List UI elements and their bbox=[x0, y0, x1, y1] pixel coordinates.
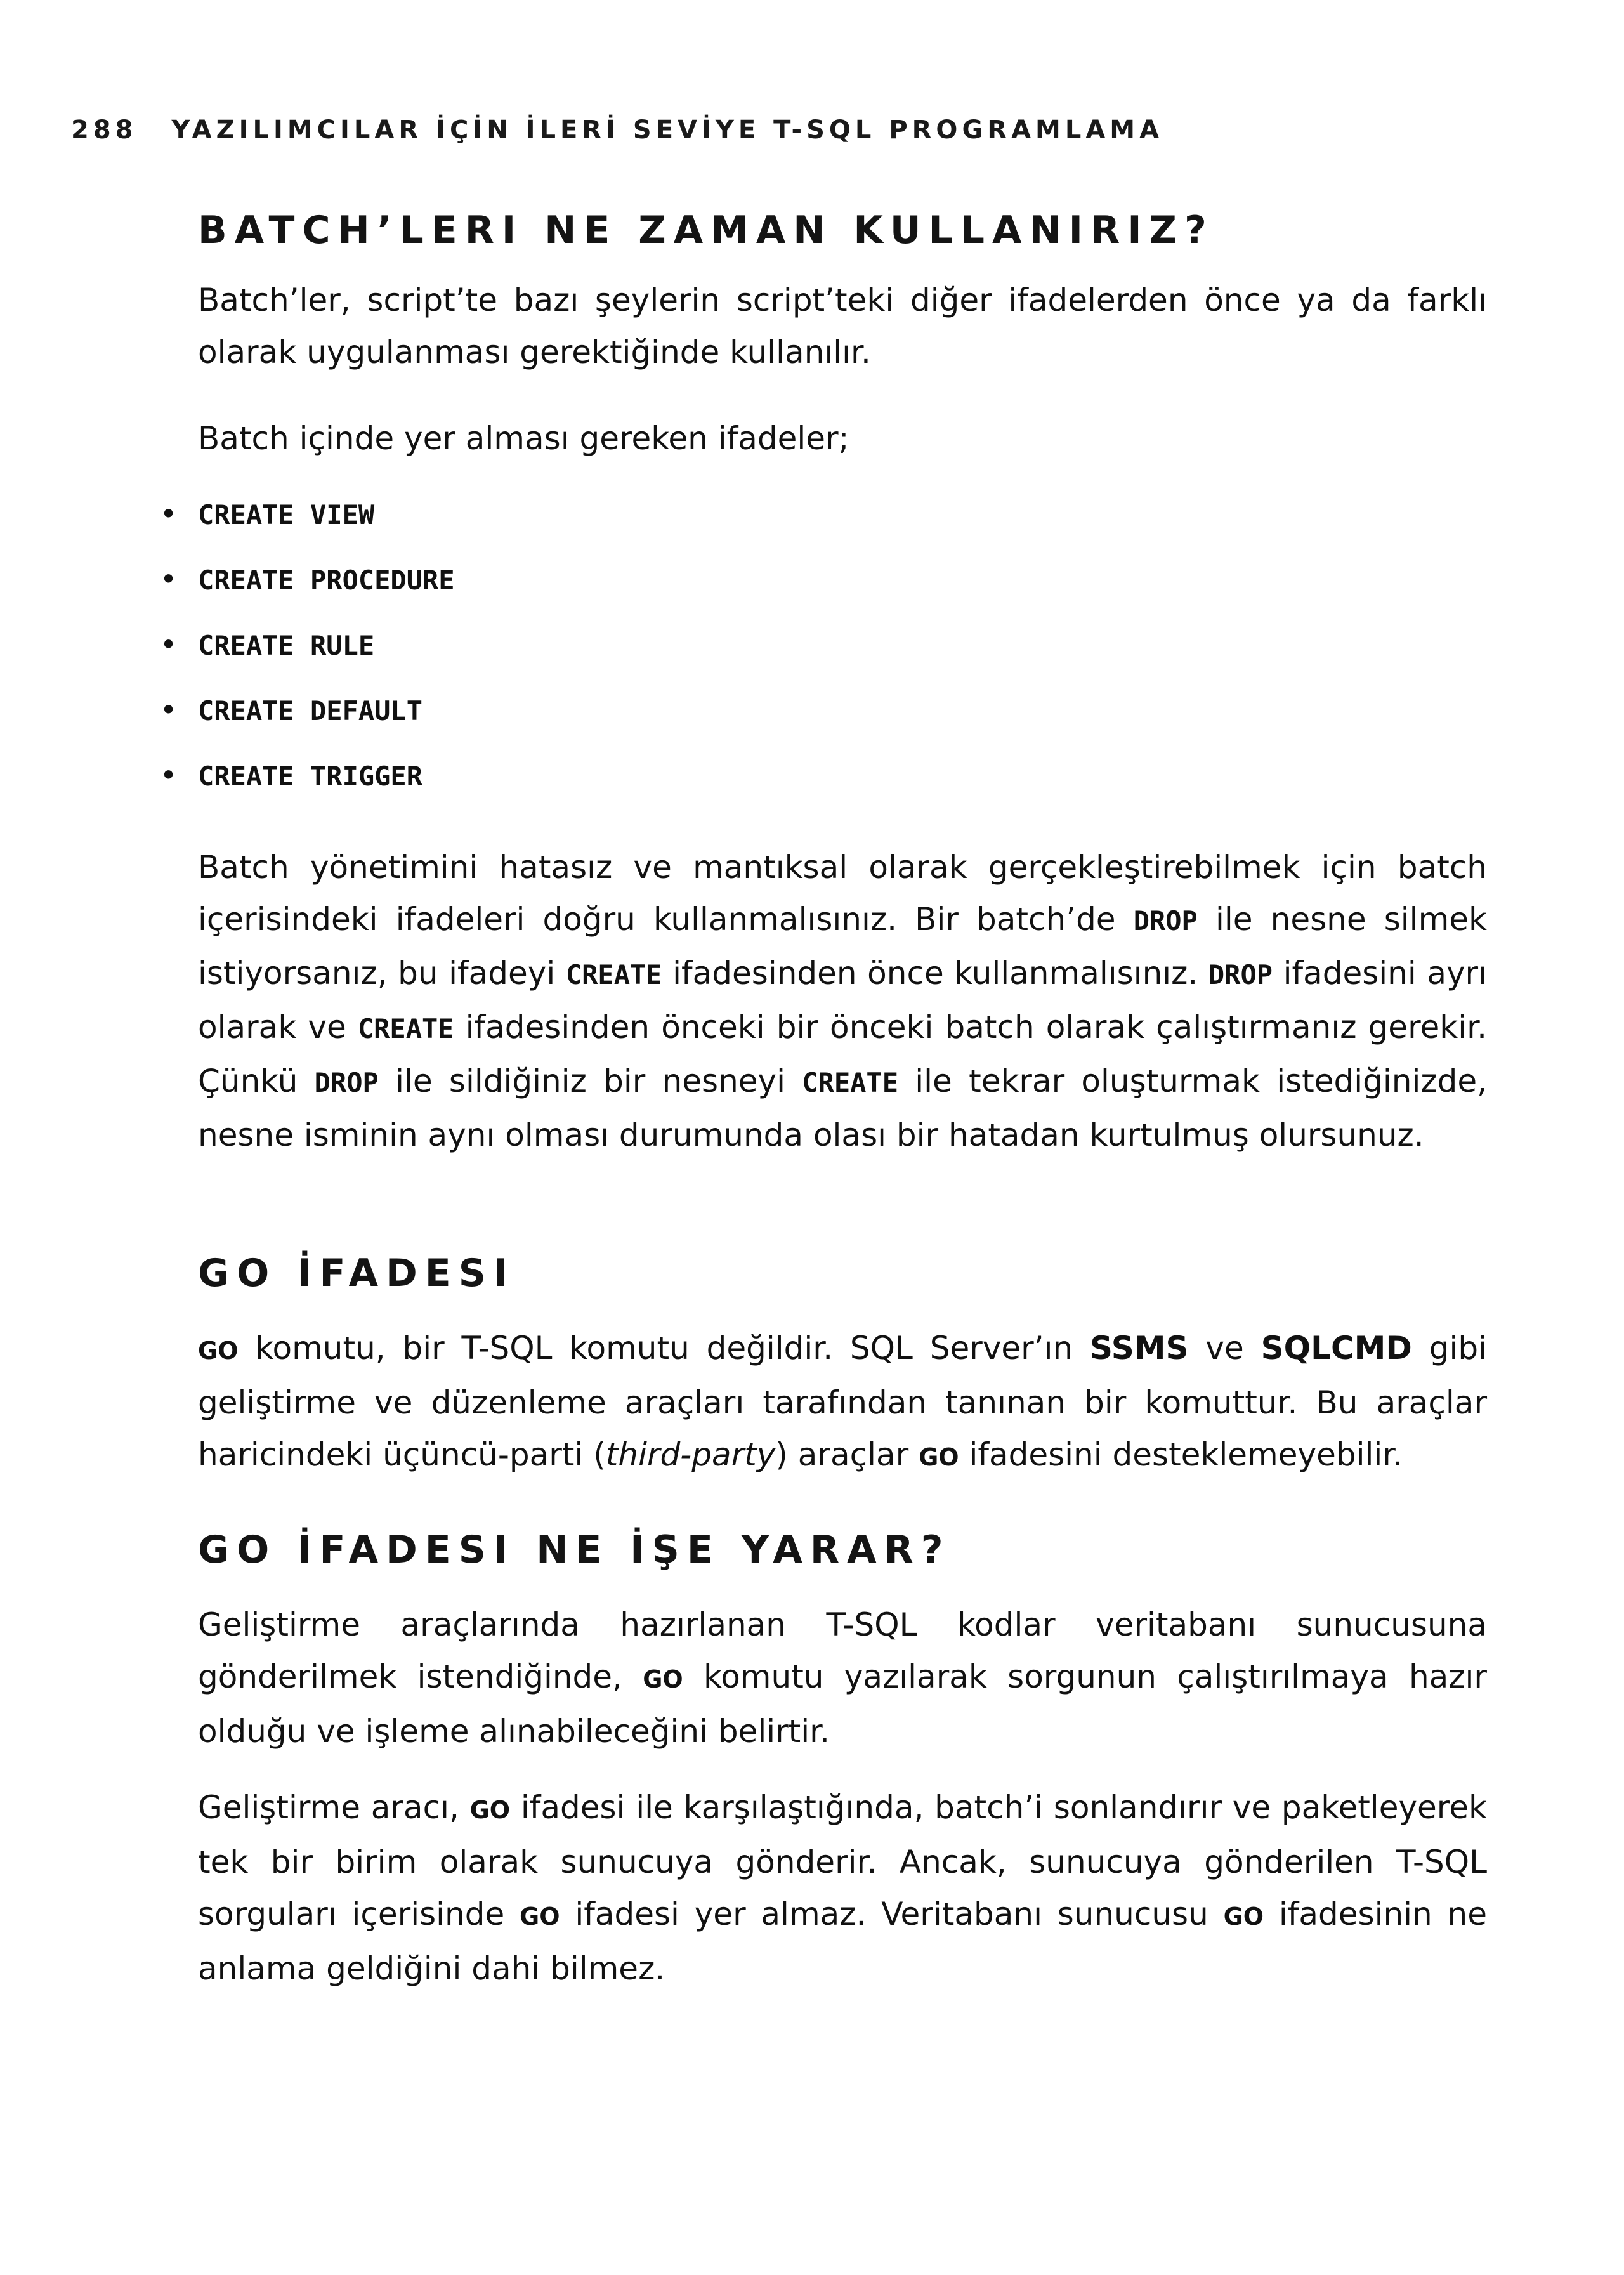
text-run: ile sildiğiniz bir nesneyi bbox=[378, 1063, 802, 1099]
text-run: komutu, bir T-SQL komutu değildir. SQL Server’ın bbox=[238, 1330, 1090, 1367]
text-run: ifadesi ile karşılaştığında, batch’i sonlandırır ve paketleyerek tek bir birim olarak sunucuya gönderir. Ancak, sunucuya gönderilen T-SQL sorguları içerisinde bbox=[198, 1789, 1487, 1932]
text-run: ifadesini desteklemeyebilir. bbox=[959, 1436, 1403, 1473]
inline-code: CREATE bbox=[357, 1013, 454, 1044]
text-run: ifadesinden önce kullanmalısınız. bbox=[662, 955, 1208, 992]
inline-code: CREATE bbox=[565, 959, 662, 990]
list-item bbox=[160, 560, 455, 626]
list-item bbox=[160, 626, 455, 691]
paragraph-go-purpose bbox=[198, 1599, 1487, 1757]
heading-go-purpose: GO İFADESI NE İŞE YARAR? bbox=[198, 1528, 951, 1572]
list-item-code: CREATE DEFAULT bbox=[198, 695, 423, 726]
list-item-code: CREATE PROCEDURE bbox=[198, 565, 455, 596]
text-run: Batch yönetimini hatasız ve mantıksal olarak gerçekleştirebilmek için batch içerisindeki ifadeleri doğru kullanmalısınız. Bir batch’de bbox=[198, 849, 1487, 938]
text-run: ile tekrar oluşturmak istediğinizde, nesne isminin aynı olması durumunda olası bir hatadan kurtulmuş olursunuz. bbox=[198, 1063, 1487, 1153]
text-run: ) araçlar bbox=[775, 1436, 919, 1473]
paragraph-go-definition bbox=[198, 1322, 1487, 1483]
inline-code: GO bbox=[919, 1443, 959, 1471]
heading-batch-when: BATCH’LERI NE ZAMAN KULLANIRIZ? bbox=[198, 208, 1214, 252]
book-title: YAZILIMCILAR İÇİN İLERİ SEVİYE T-SQL PROGRAMLAMA bbox=[171, 115, 1164, 145]
inline-code: GO bbox=[1223, 1903, 1264, 1931]
page-number: 288 bbox=[71, 115, 138, 145]
inline-code: DROP bbox=[1133, 905, 1198, 936]
text-run: ifadesinden önceki bir önceki batch olarak çalıştırmanız gerekir. Çünkü bbox=[198, 1009, 1487, 1099]
text-run: ve bbox=[1188, 1330, 1261, 1367]
heading-go-statement: GO İFADESI bbox=[198, 1251, 516, 1295]
statement-list bbox=[160, 495, 455, 822]
inline-code: DROP bbox=[314, 1067, 379, 1098]
paragraph-go-behavior bbox=[198, 1781, 1487, 1995]
italic-term: third-party bbox=[605, 1436, 776, 1473]
bullet: • bbox=[160, 627, 178, 662]
bullet: • bbox=[160, 693, 178, 727]
paragraph-batch-intro: Batch’ler, script’te bazı şeylerin script’teki diğer ifadelerden önce ya da farklı olarak uygulanması gerektiğinde kullanılır. bbox=[198, 282, 1487, 370]
list-item-code: CREATE RULE bbox=[198, 630, 375, 661]
inline-code: GO bbox=[469, 1796, 511, 1824]
bold-term: SSMS bbox=[1090, 1330, 1189, 1367]
bullet: • bbox=[160, 562, 178, 596]
list-item bbox=[160, 495, 455, 560]
bold-term: SQLCMD bbox=[1261, 1330, 1412, 1367]
inline-code: DROP bbox=[1208, 959, 1273, 990]
bullet: • bbox=[160, 497, 178, 531]
inline-code: GO bbox=[520, 1903, 560, 1931]
text-run: Geliştirme araçlarında hazırlanan T-SQL kodlar veritabanı sunucusuna gönderilmek istendiğinde, bbox=[198, 1606, 1487, 1695]
running-header bbox=[71, 115, 1163, 145]
list-item-code: CREATE TRIGGER bbox=[198, 761, 423, 792]
text-run: ifadesi yer almaz. Veritabanı sunucusu bbox=[560, 1896, 1224, 1932]
text-run: ifadesinin ne anlama geldiğini dahi bilmez. bbox=[198, 1896, 1487, 1987]
list-item bbox=[160, 691, 455, 756]
paragraph-batch-list-intro: Batch içinde yer alması gereken ifadeler; bbox=[198, 420, 849, 457]
text-run: komutu yazılarak sorgunun çalıştırılmaya hazır olduğu ve işleme alınabileceğini belirtir. bbox=[198, 1658, 1487, 1750]
inline-code: GO bbox=[643, 1665, 683, 1693]
text-run: gibi geliştirme ve düzenleme araçları tarafından tanınan bir komuttur. Bu araçlar haricindeki üçüncü-parti ( bbox=[198, 1330, 1488, 1473]
paragraph-batch-management bbox=[198, 841, 1487, 1161]
list-item bbox=[160, 756, 455, 822]
bullet: • bbox=[160, 758, 178, 792]
text-run: ile nesne silmek istiyorsanız, bu ifadeyi bbox=[198, 901, 1487, 992]
inline-code: CREATE bbox=[802, 1067, 898, 1098]
text-run: Geliştirme aracı, bbox=[198, 1789, 470, 1826]
list-item-code: CREATE VIEW bbox=[198, 499, 375, 530]
text-run: ifadesini ayrı olarak ve bbox=[198, 955, 1488, 1046]
inline-code: GO bbox=[198, 1337, 239, 1365]
